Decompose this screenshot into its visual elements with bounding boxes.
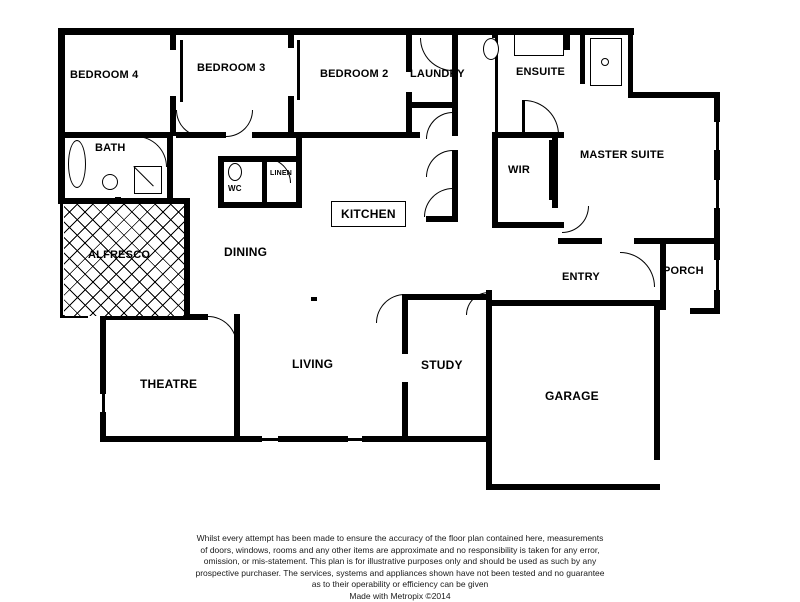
room-label-bedroom2: BEDROOM 2	[320, 68, 388, 80]
wall-porch-bottom	[690, 308, 720, 314]
room-label-linen: LINEN	[270, 170, 292, 177]
wall-theatre-left	[100, 314, 106, 394]
wall-dining-stub	[190, 314, 208, 320]
door-bath	[136, 136, 167, 167]
door-bedroom3	[226, 110, 253, 137]
wall-bed3-bottom-right	[252, 132, 294, 138]
wall-wir-bottom	[492, 222, 564, 228]
window-bed3-top	[205, 30, 263, 33]
wall-bed2-laundry	[406, 28, 412, 72]
wall-master-niche-right	[628, 32, 633, 92]
basin-bath-fixture	[102, 174, 118, 190]
vanity-ensuite	[514, 34, 564, 56]
wall-wir-left	[492, 138, 498, 228]
wall-bed2-laundry-lower	[406, 92, 412, 138]
garage-door-line	[494, 486, 658, 489]
door-entry	[620, 252, 655, 287]
door-master	[562, 206, 589, 233]
room-label-study: STUDY	[421, 358, 463, 372]
wall-garage-right	[654, 300, 660, 460]
wall-bath-right	[167, 132, 173, 204]
room-label-bedroom3: BEDROOM 3	[197, 62, 265, 74]
window-bed4-top	[80, 30, 138, 33]
wall-study-left-lower	[402, 382, 408, 442]
wall-exterior-bottom-mid	[278, 436, 348, 442]
room-label-dining: DINING	[224, 245, 267, 259]
wall-alfresco-right	[184, 198, 190, 320]
wall-bedroom4-bottom	[58, 132, 173, 138]
wall-master-right	[714, 92, 720, 122]
door-study	[376, 294, 405, 323]
disclaimer-block	[0, 533, 800, 602]
window-bed4-left	[60, 60, 63, 104]
door-bedroom2	[420, 38, 453, 71]
wall-wc-left	[218, 156, 224, 208]
window-theatre-left	[102, 394, 105, 412]
room-label-ensuite: ENSUITE	[516, 66, 565, 78]
wall-master-right-low	[714, 208, 720, 240]
wall-ensuite-left	[492, 28, 498, 38]
room-label-porch: PORCH	[663, 265, 704, 277]
room-label-garage: GARAGE	[545, 389, 599, 403]
wall-master-top	[564, 28, 634, 35]
room-label-kitchen: KITCHEN	[331, 201, 406, 227]
room-label-master-suite: MASTER SUITE	[580, 149, 664, 161]
wall-master-niche-left	[580, 32, 585, 84]
wall-wir-right	[552, 138, 558, 208]
wall-bed4-bed3-lower	[170, 96, 176, 136]
wall-garage-top	[492, 300, 660, 306]
window-master-right-2	[716, 180, 719, 208]
wall-bed4-bed3	[170, 28, 176, 50]
disclaimer-credit: Made with Metropix ©2014	[0, 591, 800, 602]
room-label-living: LIVING	[292, 357, 333, 371]
wall-master-left-upper	[564, 28, 570, 50]
master-robe-knob	[601, 58, 609, 66]
room-label-laundry: LAUNDRY	[410, 68, 465, 80]
window-bed4-bed3-jamb	[180, 40, 183, 102]
room-label-bedroom4: BEDROOM 4	[70, 69, 138, 81]
bathtub-fixture	[68, 140, 86, 188]
wall-dining-dot	[311, 297, 317, 301]
window-master-right-1	[716, 122, 719, 150]
room-label-theatre: THEATRE	[140, 377, 197, 391]
door-ensuite	[524, 100, 559, 135]
wall-alfresco-left	[60, 200, 63, 318]
window-theatre-bottom	[262, 438, 278, 441]
door-kitchen-hall	[424, 188, 453, 217]
door-theatre	[208, 316, 237, 345]
disclaimer-line-2: of doors, windows, rooms and any other items are approximate and no responsibility is taken for any error,	[0, 545, 800, 557]
door-laundry	[426, 112, 453, 139]
disclaimer-line-4: prospective purchaser. The services, systems and appliances shown have not been tested and no guarantee	[0, 568, 800, 580]
toilet-wc-fixture	[228, 163, 242, 181]
wall-master-bottom	[634, 238, 720, 244]
disclaimer-line-5: as to their operability or efficiency can be given	[0, 579, 800, 591]
wall-master-right-mid	[714, 150, 720, 180]
room-label-bath: BATH	[95, 142, 126, 154]
window-bath-left	[60, 148, 63, 186]
wall-bed2-bottom	[294, 132, 420, 138]
room-label-wc: WC	[228, 184, 242, 193]
wall-master-bottom-left	[558, 238, 602, 244]
wall-exterior-bottom-mid2	[362, 436, 490, 442]
wall-wc-top	[218, 156, 266, 162]
disclaimer-line-3: omission, or mis-statement. This plan is for illustrative purposes only and should be used as such by any	[0, 556, 800, 568]
room-label-alfresco: ALFRESCO	[88, 249, 150, 261]
wall-porch-right	[714, 238, 720, 260]
window-bed3-jamb	[297, 40, 300, 100]
window-bed2-top	[320, 30, 378, 33]
wall-dining-dot-2	[115, 197, 121, 201]
disclaimer-line-1: Whilst every attempt has been made to ensure the accuracy of the floor plan contained here, measurements	[0, 533, 800, 545]
window-ensuite-top	[505, 30, 553, 33]
window-living-bottom	[348, 438, 362, 441]
door-hall	[426, 150, 453, 177]
wall-bed3-right	[288, 28, 294, 48]
wall-study-right	[486, 294, 492, 490]
wall-porch-edge	[716, 260, 719, 290]
room-label-wir: WIR	[508, 164, 530, 176]
room-label-entry: ENTRY	[562, 271, 600, 283]
wall-wir-inner	[549, 140, 552, 200]
wall-exterior-bottom-left	[100, 436, 262, 442]
wall-kitchen-left	[296, 138, 302, 208]
toilet-ensuite-fixture	[483, 38, 499, 60]
wall-master-top-right	[628, 92, 720, 98]
